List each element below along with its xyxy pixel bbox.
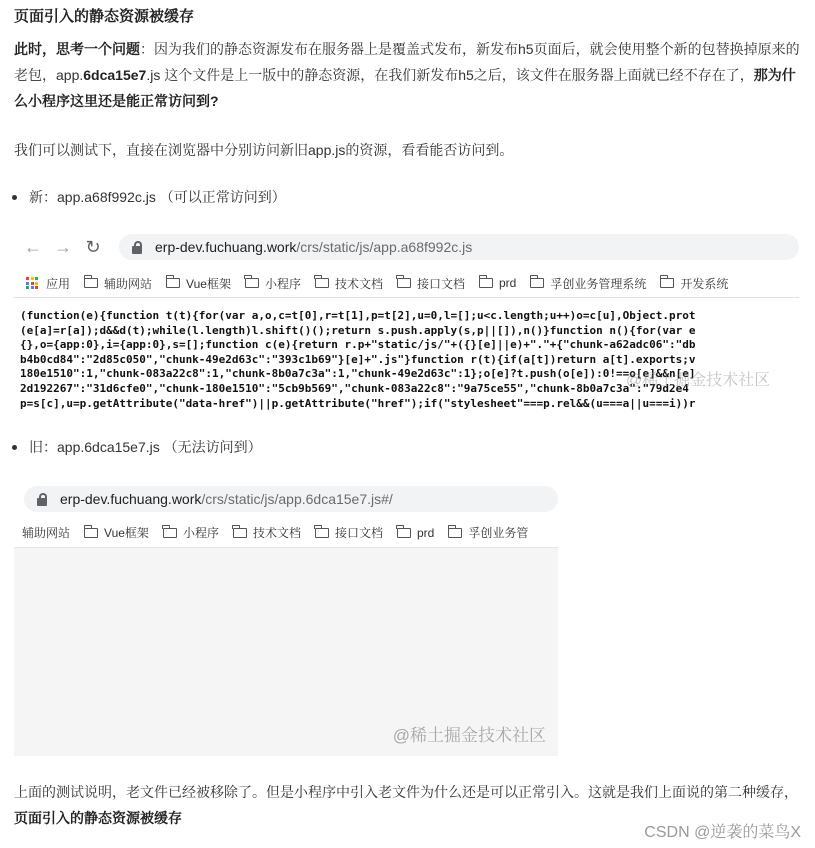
bookmark-label: 接口文档	[416, 276, 465, 291]
url-host: erp-dev.fuchuang.work	[155, 239, 297, 255]
code-line: (function(e){function t(t){for(var a,o,c=t[0],r=t[1],p=t[2],u=0,l=[];u<c.length;u++)o=c[u],Object.prot	[20, 309, 696, 322]
bookmark-item[interactable]	[84, 275, 152, 292]
bookmark-item[interactable]	[233, 524, 301, 541]
bookmark-item[interactable]	[315, 275, 383, 292]
back-icon[interactable]: ←	[24, 236, 42, 257]
url-host: erp-dev.fuchuang.work	[60, 491, 202, 507]
bookmark-label: Vue框架	[104, 526, 149, 540]
apps-grid-icon	[26, 277, 38, 289]
bookmark-apps[interactable]	[26, 275, 70, 292]
bookmark-label: prd	[416, 525, 435, 540]
folder-icon	[84, 278, 98, 288]
bookmark-label: 技术文档	[334, 276, 383, 291]
folder-icon	[84, 528, 98, 538]
bookmark-label: 开发系统	[680, 276, 729, 291]
bullet-old	[12, 437, 262, 457]
bookmark-label: 辅助网站	[104, 276, 153, 291]
code-line: {},o={app:0},i={app:0},s=[];function c(e){return r.p+"static/js/"+({}[e]||e)+"."+{"chunk-a62adc06":"db	[20, 338, 696, 352]
folder-icon	[530, 278, 544, 288]
bookmark-item[interactable]	[166, 275, 231, 292]
bookmark-label: 小程序	[182, 526, 219, 540]
url-text	[155, 239, 472, 255]
bookmark-label: 接口文档	[334, 526, 383, 540]
code-line: p=s[c],u=p.getAttribute("data-href")||p.getAttribute("href");if("stylesheet"===p.rel&&(u===a||u===i))r	[20, 396, 696, 410]
bookmark-item[interactable]	[22, 524, 70, 541]
url-path: /crs/static/js/app.6dca15e7.js#/	[201, 491, 393, 507]
js-source-code	[20, 309, 696, 411]
browser-screenshot-new	[14, 225, 799, 413]
folder-icon	[315, 278, 329, 288]
question-lead: 此时，思考一个问题	[14, 41, 140, 57]
browser-toolbar	[14, 480, 558, 518]
bookmark-item[interactable]	[397, 275, 465, 292]
folder-icon	[397, 528, 411, 538]
code-line: 2d192267":"31d6cfe0","chunk-180e1510":"5cb9b569","chunk-083a22c8":"9a75ce55","chunk-8b0a7c3a":"79d2e4	[20, 381, 689, 395]
browser-screenshot-old	[14, 480, 558, 756]
folder-icon	[166, 278, 180, 288]
folder-icon	[660, 278, 674, 288]
csdn-watermark: CSDN @逆袭的菜鸟X	[644, 824, 801, 841]
bookmark-label: 应用	[46, 276, 71, 291]
address-bar[interactable]	[119, 234, 799, 260]
folder-icon	[233, 528, 247, 538]
reload-icon[interactable]: ↻	[85, 236, 101, 257]
intro-paragraph	[14, 36, 804, 114]
bullet-dot	[12, 445, 17, 450]
question-text: 那为什么小程序这里还是能正常访问到?	[14, 67, 796, 109]
url-path: /crs/static/js/app.a68f992c.js	[296, 239, 473, 255]
folder-icon	[245, 278, 259, 288]
intro-text-2: .js 这个文件是上一版中的静态资源，在我们新发布h5之后，该文件在服务器上面就已经不存在了，	[146, 67, 754, 83]
bookmark-label: Vue框架	[186, 276, 231, 291]
bookmark-item[interactable]	[84, 524, 149, 541]
section-heading: 页面引入的静态资源被缓存	[14, 8, 195, 25]
bookmark-item[interactable]	[479, 276, 516, 290]
folder-icon	[163, 528, 177, 538]
bookmark-item[interactable]	[315, 524, 383, 541]
code-line: 180e1510":1,"chunk-083a22c8":1,"chunk-8b0a7c3a":1,"chunk-49e2d63c":1};o[e]?t.push(o[e]):0!==o[e]&&n[e]	[20, 367, 696, 381]
bookmark-label: 辅助网站	[22, 526, 71, 540]
bookmark-label: 孚创业务管	[468, 526, 529, 540]
bookmark-item[interactable]	[530, 275, 646, 292]
bullet-dot	[12, 195, 17, 200]
bookmark-label: 小程序	[264, 276, 301, 291]
browser-toolbar	[14, 225, 799, 269]
bookmark-item[interactable]	[397, 526, 434, 540]
bookmark-item[interactable]	[245, 275, 301, 292]
juejin-watermark: @稀土掘金技术社区	[392, 726, 546, 745]
code-line: b4b0cd84":"2d85c050","chunk-49e2d63c":"393c1b69"}[e]+".js"}function r(t){if(a[t])return a[t].exports;v	[20, 352, 696, 366]
address-bar[interactable]	[24, 486, 558, 512]
bullet-new	[12, 187, 286, 207]
lock-icon	[129, 239, 145, 255]
bookmark-item[interactable]	[448, 524, 528, 541]
bookmark-label: 孚创业务管理系统	[550, 276, 647, 291]
bullet-new-text: 新：app.a68f992c.js （可以正常访问到）	[29, 189, 286, 205]
folder-icon	[315, 528, 329, 538]
test-paragraph: 我们可以测试下，直接在浏览器中分别访问新旧app.js的资源，看看能否访问到。	[14, 142, 514, 158]
bookmarks-bar	[14, 518, 558, 548]
conclusion-bold: 页面引入的静态资源被缓存	[14, 810, 182, 826]
lock-icon	[34, 491, 50, 507]
bookmark-label: prd	[499, 276, 517, 290]
hash-highlight: 6dca15e7	[83, 67, 147, 83]
bullet-old-text: 旧：app.6dca15e7.js （无法访问到）	[29, 439, 262, 455]
intro-text-1: ：因为我们的静态资源发布在服务器上是覆盖式发布，新发布h5页面后，就会使用整个新的包替换掉原来的老包，app.	[14, 41, 800, 83]
folder-icon	[479, 278, 493, 288]
juejin-watermark: @稀土掘金技术社区	[626, 372, 771, 389]
url-text	[60, 491, 393, 507]
folder-icon	[448, 528, 462, 538]
folder-icon	[397, 278, 411, 288]
bookmark-item[interactable]	[163, 524, 219, 541]
bookmark-item[interactable]	[660, 275, 728, 292]
conclusion-text: 上面的测试说明，老文件已经被移除了。但是小程序中引入老文件为什么还是可以正常引入。这就是我们上面说的第二种缓存，	[14, 784, 798, 800]
code-line: (e[a]=r[a]);d&&d(t);while(l.length)l.shift()();return s.push.apply(s,p||[]),n()}function n(){for(var e	[20, 323, 696, 337]
forward-icon[interactable]: →	[54, 236, 72, 257]
bookmarks-bar	[14, 269, 799, 298]
bookmark-label: 技术文档	[252, 526, 301, 540]
